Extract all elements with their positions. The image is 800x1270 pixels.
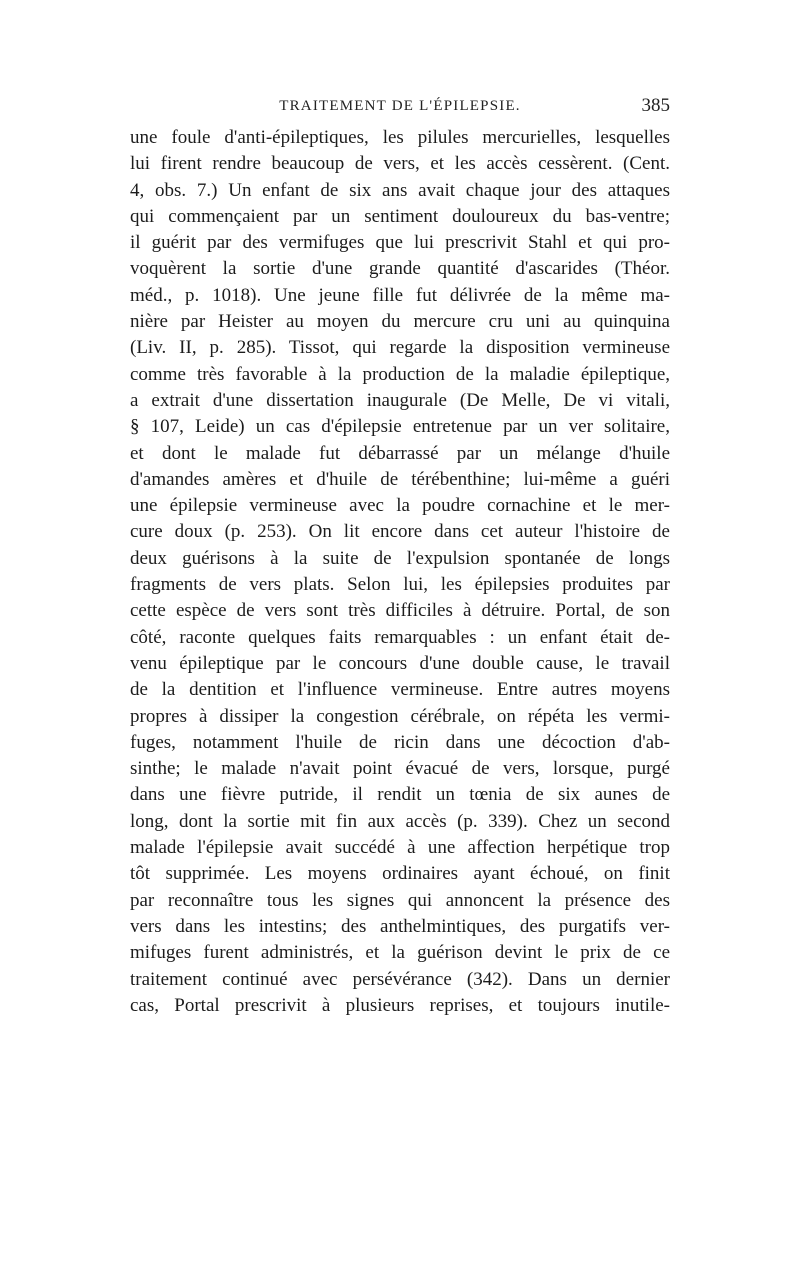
text-line: 4, obs. 7.) Un enfant de six ans avait chaque jour des attaques <box>130 179 670 201</box>
text-line: voquèrent la sortie d'une grande quantité d'ascarides (Théor. <box>130 258 670 280</box>
text-line: qui commençaient par un sentiment douloureux du bas-ventre; <box>130 205 670 227</box>
text-line: § 107, Leide) un cas d'épilepsie entretenue par un ver solitaire, <box>130 416 670 438</box>
text-line: par reconnaître tous les signes qui annoncent la présence des <box>130 889 670 911</box>
text-line: tôt supprimée. Les moyens ordinaires ayant échoué, on finit <box>130 863 670 885</box>
running-title: TRAITEMENT DE L'ÉPILEPSIE. <box>279 98 521 114</box>
text-line: traitement continué avec persévérance (342). Dans un dernier <box>130 968 670 990</box>
running-header <box>130 94 670 118</box>
body-text <box>130 125 670 1019</box>
text-line: une foule d'anti-épileptiques, les pilules mercurielles, lesquelles <box>130 127 670 148</box>
text-line: mifuges furent administrés, et la guérison devint le prix de ce <box>130 942 670 964</box>
page-number: 385 <box>641 95 670 116</box>
text-line: long, dont la sortie mit fin aux accès (p. 339). Chez un second <box>130 810 670 832</box>
text-line: (Liv. II, p. 285). Tissot, qui regarde la disposition vermineuse <box>130 337 670 359</box>
text-line: a extrait d'une dissertation inaugurale (De Melle, De vi vitali, <box>130 389 670 411</box>
text-line: fragments de vers plats. Selon lui, les épilepsies produites par <box>130 574 670 596</box>
text-line: cas, Portal prescrivit à plusieurs reprises, et toujours inutile- <box>130 994 670 1016</box>
text-line: nière par Heister au moyen du mercure cru uni au quinquina <box>130 311 670 333</box>
text-line: comme très favorable à la production de la maladie épileptique, <box>130 363 670 385</box>
text-line: fuges, notamment l'huile de ricin dans une décoction d'ab- <box>130 731 670 753</box>
text-line: deux guérisons à la suite de l'expulsion spontanée de longs <box>130 547 670 569</box>
text-line: dans une fièvre putride, il rendit un tœnia de six aunes de <box>130 784 670 806</box>
text-line: il guérit par des vermifuges que lui prescrivit Stahl et qui pro- <box>130 232 670 254</box>
text-line: sinthe; le malade n'avait point évacué de vers, lorsque, purgé <box>130 758 670 780</box>
text-line: de la dentition et l'influence vermineuse. Entre autres moyens <box>130 679 670 701</box>
text-line: venu épileptique par le concours d'une double cause, le travail <box>130 652 670 674</box>
text-line: d'amandes amères et d'huile de térébenthine; lui-même a guéri <box>130 468 670 490</box>
text-line: propres à dissiper la congestion cérébrale, on répéta les vermi- <box>130 705 670 727</box>
text-line: vers dans les intestins; des anthelmintiques, des purgatifs ver- <box>130 915 670 937</box>
text-line: et dont le malade fut débarrassé par un mélange d'huile <box>130 442 670 464</box>
text-line: lui firent rendre beaucoup de vers, et les accès cessèrent. (Cent. <box>130 153 670 175</box>
text-line: côté, raconte quelques faits remarquables : un enfant était de- <box>130 626 670 648</box>
text-line: cette espèce de vers sont très difficiles à détruire. Portal, de son <box>130 600 670 622</box>
text-line: malade l'épilepsie avait succédé à une affection herpétique trop <box>130 837 670 859</box>
text-line: méd., p. 1018). Une jeune fille fut délivrée de la même ma- <box>130 284 670 306</box>
text-line: une épilepsie vermineuse avec la poudre cornachine et le mer- <box>130 495 670 517</box>
text-line: cure doux (p. 253). On lit encore dans cet auteur l'histoire de <box>130 521 670 543</box>
